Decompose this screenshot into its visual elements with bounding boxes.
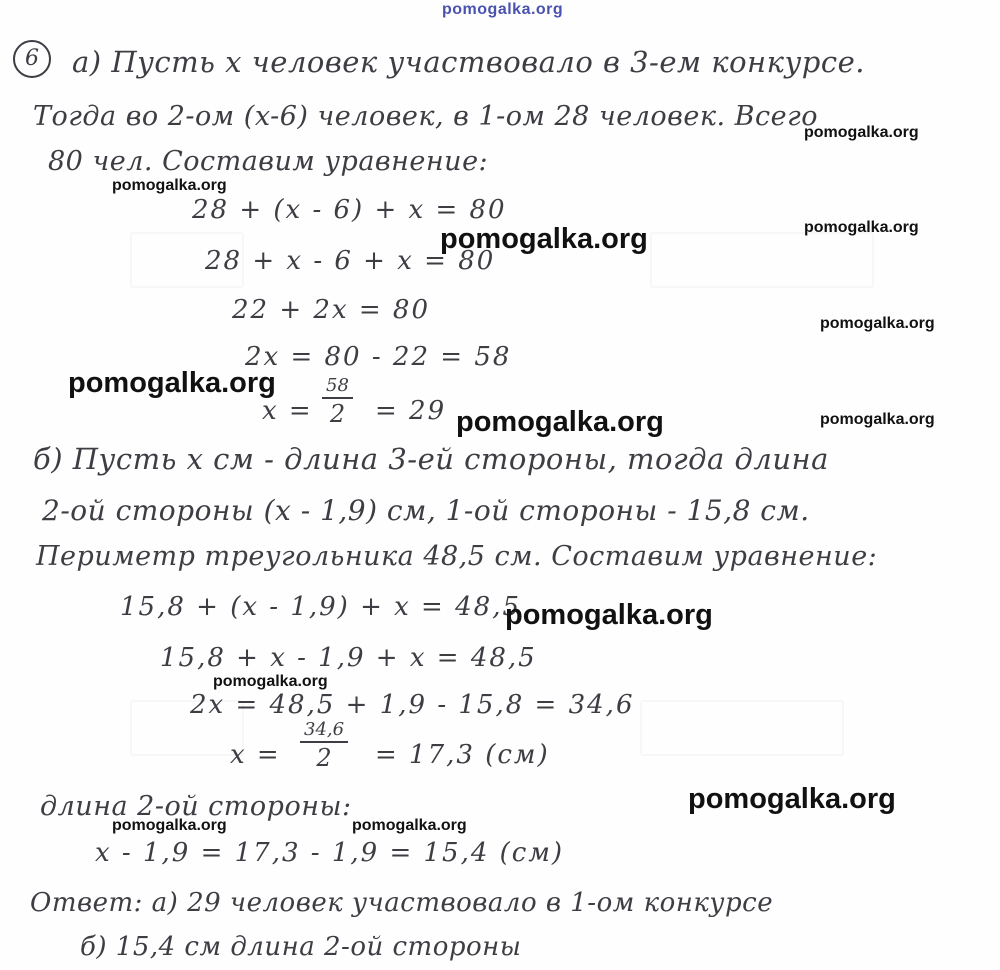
part-a-fraction-numerator: 58 xyxy=(322,377,353,399)
problem-number-badge: 6 xyxy=(13,40,51,78)
watermark-label: pomogalka.org xyxy=(352,817,467,834)
watermark-label: pomogalka.org xyxy=(440,223,648,255)
watermark-label: pomogalka.org xyxy=(505,599,713,631)
part-b-line-3: Периметр треугольника 48,5 см. Составим уравнение: xyxy=(36,541,878,572)
part-b-equation-4-lhs: x = xyxy=(230,740,281,770)
part-a-equation-4: 2x = 80 - 22 = 58 xyxy=(245,342,512,372)
part-a-line-2: Тогда во 2-ом (x-6) человек, в 1-ом 28 человек. Всего xyxy=(33,101,818,132)
watermark-label: pomogalka.org xyxy=(112,817,227,834)
scan-ghost-mark xyxy=(640,700,844,756)
part-b-line-2: 2-ой стороны (x - 1,9) см, 1-ой стороны - 15,8 см. xyxy=(42,494,810,527)
answer-line-2: б) 15,4 см длина 2-ой стороны xyxy=(80,932,522,962)
watermark-label: pomogalka.org xyxy=(804,124,919,141)
watermark-label: pomogalka.org xyxy=(688,783,896,815)
part-b-equation-3: 2x = 48,5 + 1,9 - 15,8 = 34,6 xyxy=(190,690,635,720)
part-b-fraction-numerator: 34,6 xyxy=(300,721,348,743)
part-a-equation-3: 22 + 2x = 80 xyxy=(232,295,431,325)
part-a-line-3: 80 чел. Составим уравнение: xyxy=(48,146,489,177)
watermark-label: pomogalka.org xyxy=(112,177,227,194)
part-a-equation-5-rhs: = 29 xyxy=(375,396,447,426)
answer-line-1: Ответ: а) 29 человек участвовало в 1-ом конкурсе xyxy=(30,888,774,918)
watermark-label: pomogalka.org xyxy=(820,411,935,428)
part-a-equation-5-lhs: x = xyxy=(262,396,313,426)
part-a-fraction xyxy=(322,377,353,426)
part-b-fraction-denominator: 2 xyxy=(316,744,332,772)
part-a-equation-2: 28 + x - 6 + x = 80 xyxy=(205,246,496,276)
part-b-equation-2: 15,8 + x - 1,9 + x = 48,5 xyxy=(160,643,537,673)
scan-ghost-mark xyxy=(650,232,874,288)
part-b-equation-4-rhs: = 17,3 (см) xyxy=(375,740,550,770)
part-a-line-1: а) Пусть x человек участвовало в 3-ем конкурсе. xyxy=(72,45,865,79)
part-b-equation-5: x - 1,9 = 17,3 - 1,9 = 15,4 (см) xyxy=(95,838,565,868)
watermark-label: pomogalka.org xyxy=(213,673,328,690)
part-b-equation-1: 15,8 + (x - 1,9) + x = 48,5 xyxy=(120,592,522,622)
part-a-equation-1: 28 + (x - 6) + x = 80 xyxy=(192,195,507,225)
part-b-line-1: б) Пусть x см - длина 3-ей стороны, тогда длина xyxy=(33,442,829,476)
part-b-fraction xyxy=(300,721,348,770)
part-a-fraction-denominator: 2 xyxy=(329,400,346,428)
watermark-label: pomogalka.org xyxy=(820,315,935,332)
part-b-line-4: длина 2-ой стороны: xyxy=(40,791,352,822)
header-watermark: pomogalka.org xyxy=(442,1,564,18)
watermark-label: pomogalka.org xyxy=(68,367,276,399)
watermark-label: pomogalka.org xyxy=(804,219,919,236)
watermark-label: pomogalka.org xyxy=(456,406,664,438)
